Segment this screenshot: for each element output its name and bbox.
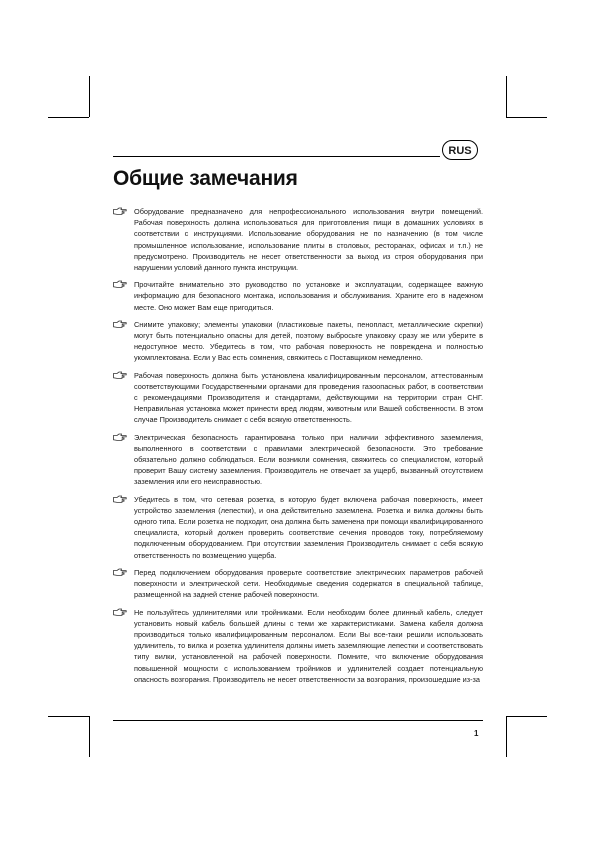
crop-mark-top-right [506,117,547,118]
list-item-text: Рабочая поверхность должна быть установлена квалифицированным персоналом, аттестованным соответствующими Государственными органами для проведения газоопасных работ, в соответствии с рекомендациями Производителя и стандартами, действующими на территории стран СНГ. Неправильная установка может принести вред людям, животным или Вашей собственности. В этом случае Производитель снимает с себя всякую ответственность. [134,370,483,425]
crop-mark-bottom-right [506,716,507,757]
list-item [113,567,483,601]
pointing-hand-icon [113,280,127,289]
page-title: Общие замечания [113,167,298,190]
list-item-text: Прочитайте внимательно это руководство по установке и эксплуатации, содержащее важную информацию для безопасного монтажа, использования и обслуживания. Храните его в надежном месте. Оно может Вам еще пригодиться. [134,280,483,312]
list-item [113,432,483,488]
list-item [113,607,483,685]
header-rule [113,156,440,157]
list-item [113,494,483,561]
list-item-text: Не пользуйтесь удлинителями или тройниками. Если необходим более длинный кабель, следует установить новый кабель большей длины с теми же характеристиками. Замена кабеля должна производиться только квалифицированным персоналом. Если Вы все-таки решили использовать удлинитель, то вилка и розетка удлинителя должны иметь заземляющие лепестки и соответствовать типу вилки, установленной на рабочей поверхности. Помните, что включение оборудования повышенной мощности с использованием тройников и удлинителей создает потенциальную опасность возгорания. Производитель не несет ответственности за возгорания, произошедшие из-за [134,607,483,684]
pointing-hand-icon [113,207,127,216]
list-item [113,370,483,426]
page-number: 1 [474,729,479,738]
list-item [113,279,483,313]
pointing-hand-icon [113,608,127,617]
pointing-hand-icon [113,320,127,329]
crop-mark-top-left [89,76,90,117]
list-item-text: Снимите упаковку; элементы упаковки (пластиковые пакеты, пенопласт, металлические скрепки) могут быть потенциально опасны для детей, поэтому выбросьте упаковку сразу же или уберите в недоступное место. Убедитесь в том, что рабочая поверхность не повреждена и полностью укомплектована. Если у Вас есть сомнения, свяжитесь с Поставщиком немедленно. [134,319,483,363]
notes-list [113,206,483,691]
language-badge: RUS [442,140,478,160]
crop-mark-bottom-left [48,716,89,717]
crop-mark-bottom-right [506,716,547,717]
pointing-hand-icon [113,495,127,504]
crop-mark-top-left [48,117,89,118]
list-item [113,319,483,364]
list-item-text: Перед подключением оборудования проверьте соответствие электрических параметров рабочей поверхности и электрической сети. Необходимые сведения содержатся в специальной таблице, размещенной на задней стенке рабочей поверхности. [134,567,483,600]
pointing-hand-icon [113,371,127,380]
pointing-hand-icon [113,433,127,442]
footer-rule [113,720,483,721]
list-item-text: Оборудование предназначено для непрофессионального использования внутри помещений. Рабочая поверхность должна использоваться для приготовления пищи в домашних условиях в соответствии с инструкциями. Использование оборудования не по назначению (в том числе промышленное использование, использование плиты в столовых, ресторанах, офисах и т.п.) не предусмотрено. Производитель не несет ответственности за выход из строя оборудования при нарушении условий данного пункта инструкции. [134,207,483,273]
crop-mark-top-right [506,76,507,117]
pointing-hand-icon [113,568,127,577]
list-item-text: Электрическая безопасность гарантирована только при наличии эффективного заземления, выполненного в соответствии с правилами электрической безопасности. Это требование обязательно должно соблюдаться. Если возникли сомнения, свяжитесь со специалистом, который проверит Вашу систему заземления. Производитель не отвечает за ущерб, вызванный отсутствием заземления или его неисправностью. [134,432,483,487]
list-item-text: Убедитесь в том, что сетевая розетка, в которую будет включена рабочая поверхность, имеет устройство заземления (лепестки), и она действительно заземлена. Розетка и вилка должны быть одного типа. Если розетка не подходит, она должна быть заменена при помощи квалифицированного специалиста, который должен проверить соответствие сечения проводов току, потребляемому подключенным оборудованием. При отсутствии заземления Производитель снимает с себя всякую ответственность по возмещению ущерба. [134,494,483,560]
crop-mark-bottom-left [89,716,90,757]
list-item [113,206,483,273]
